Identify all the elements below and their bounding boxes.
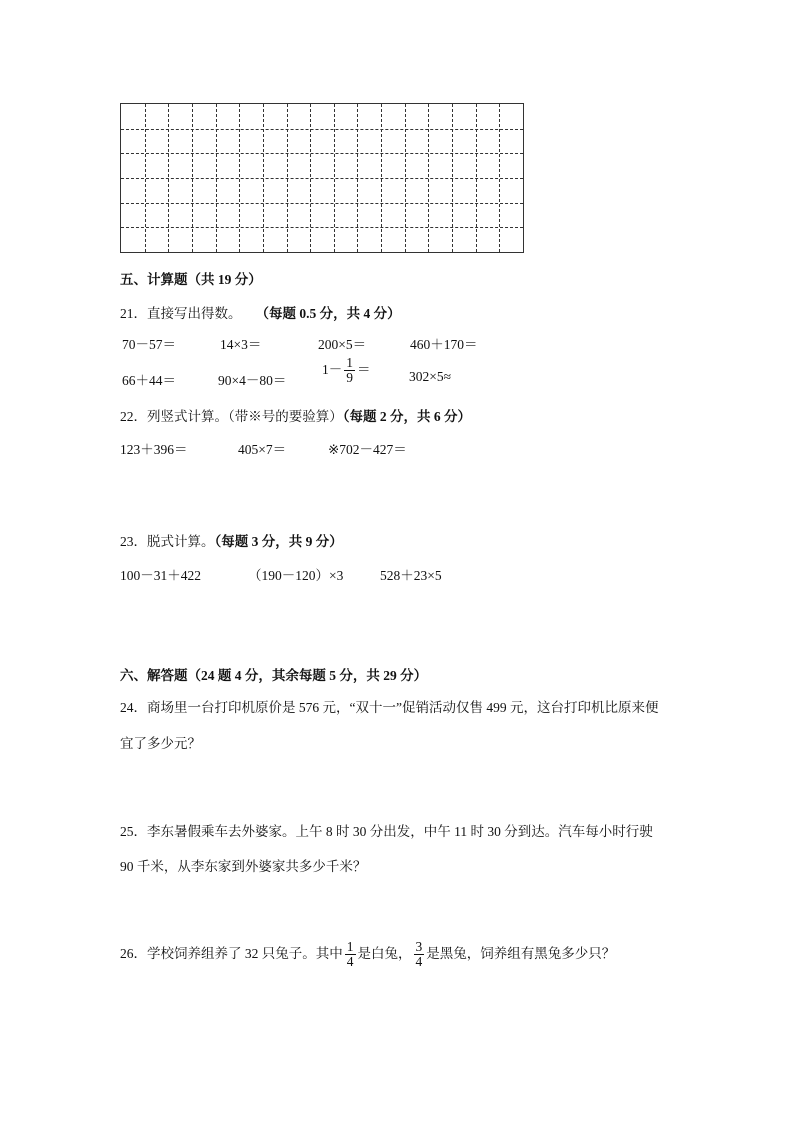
q23-item-3: 528＋23×5 bbox=[380, 568, 442, 583]
q21-label: 21．直接写出得数。 bbox=[120, 306, 242, 321]
q22-item-3: ※702－427＝ bbox=[328, 442, 407, 457]
q26-text bbox=[120, 940, 615, 969]
q26-part-2: 是白兔， bbox=[357, 945, 412, 961]
fraction-denominator: 4 bbox=[346, 954, 354, 970]
fraction-numerator: 1 bbox=[346, 939, 354, 954]
fraction-denominator: 9 bbox=[346, 370, 353, 386]
q23-score: （每题 3 分，共 9 分） bbox=[214, 534, 343, 549]
q21-item-6: 90×4－80＝ bbox=[218, 373, 287, 388]
q22-item-2: 405×7＝ bbox=[238, 442, 287, 457]
q21-score: （每题 0.5 分，共 4 分） bbox=[255, 306, 401, 321]
q25-line-1: 25．李东暑假乘车去外婆家。上午 8 时 30 分出发，中午 11 时 30 分到达。汽车每小时行驶 bbox=[120, 824, 653, 839]
grid-row-line bbox=[121, 178, 523, 179]
q24-line-2: 宜了多少元？ bbox=[120, 736, 201, 751]
q21-item-7-suffix: ＝ bbox=[357, 361, 371, 377]
q26-part-3: 是黑兔，饲养组有黑兔多少只？ bbox=[426, 945, 616, 961]
fraction-numerator: 1 bbox=[346, 355, 353, 370]
q21-prompt bbox=[120, 302, 401, 322]
q24-line-1: 24．商场里一台打印机原价是 576 元，“双十一”促销活动仅售 499 元，这台打印机比原来便 bbox=[120, 700, 659, 715]
grid-row-line bbox=[121, 129, 523, 130]
q21-item-2: 14×3＝ bbox=[220, 337, 262, 352]
q23-item-2: （190－120）×3 bbox=[248, 568, 344, 583]
q22-label: 22．列竖式计算。（带※号的要验算） bbox=[120, 409, 343, 424]
grid-row-line bbox=[121, 203, 523, 204]
fraction bbox=[344, 356, 355, 385]
section-5-title: 五、计算题（共 19 分） bbox=[120, 272, 262, 287]
q21-item-8: 302×5≈ bbox=[409, 369, 452, 384]
writing-grid[interactable] bbox=[120, 103, 524, 253]
q22-prompt bbox=[120, 405, 471, 425]
q21-item-7-prefix: 1－ bbox=[322, 361, 343, 377]
q22-item-1: 123＋396＝ bbox=[120, 442, 188, 457]
q21-item-5: 66＋44＝ bbox=[122, 373, 176, 388]
q23-prompt bbox=[120, 530, 343, 550]
q21-item-3: 200×5＝ bbox=[318, 337, 367, 352]
q26-part-1: 26．学校饲养组养了 32 只兔子。其中 bbox=[120, 945, 343, 961]
section-6-title: 六、解答题（24 题 4 分，其余每题 5 分，共 29 分） bbox=[120, 668, 428, 683]
q22-score: （每题 2 分，共 6 分） bbox=[342, 409, 471, 424]
fraction-numerator: 3 bbox=[415, 939, 423, 954]
q25-line-2: 90 千米，从李东家到外婆家共多少千米？ bbox=[120, 859, 367, 874]
q21-item-7 bbox=[322, 356, 371, 385]
grid-row-line bbox=[121, 153, 523, 154]
q21-item-4: 460＋170＝ bbox=[410, 337, 478, 352]
fraction bbox=[345, 940, 356, 969]
q23-item-1: 100－31＋422 bbox=[120, 568, 201, 583]
q23-label: 23．脱式计算。 bbox=[120, 534, 215, 549]
grid-row-line bbox=[121, 227, 523, 228]
fraction bbox=[414, 940, 425, 969]
fraction-denominator: 4 bbox=[415, 954, 423, 970]
q21-item-1: 70－57＝ bbox=[122, 337, 176, 352]
